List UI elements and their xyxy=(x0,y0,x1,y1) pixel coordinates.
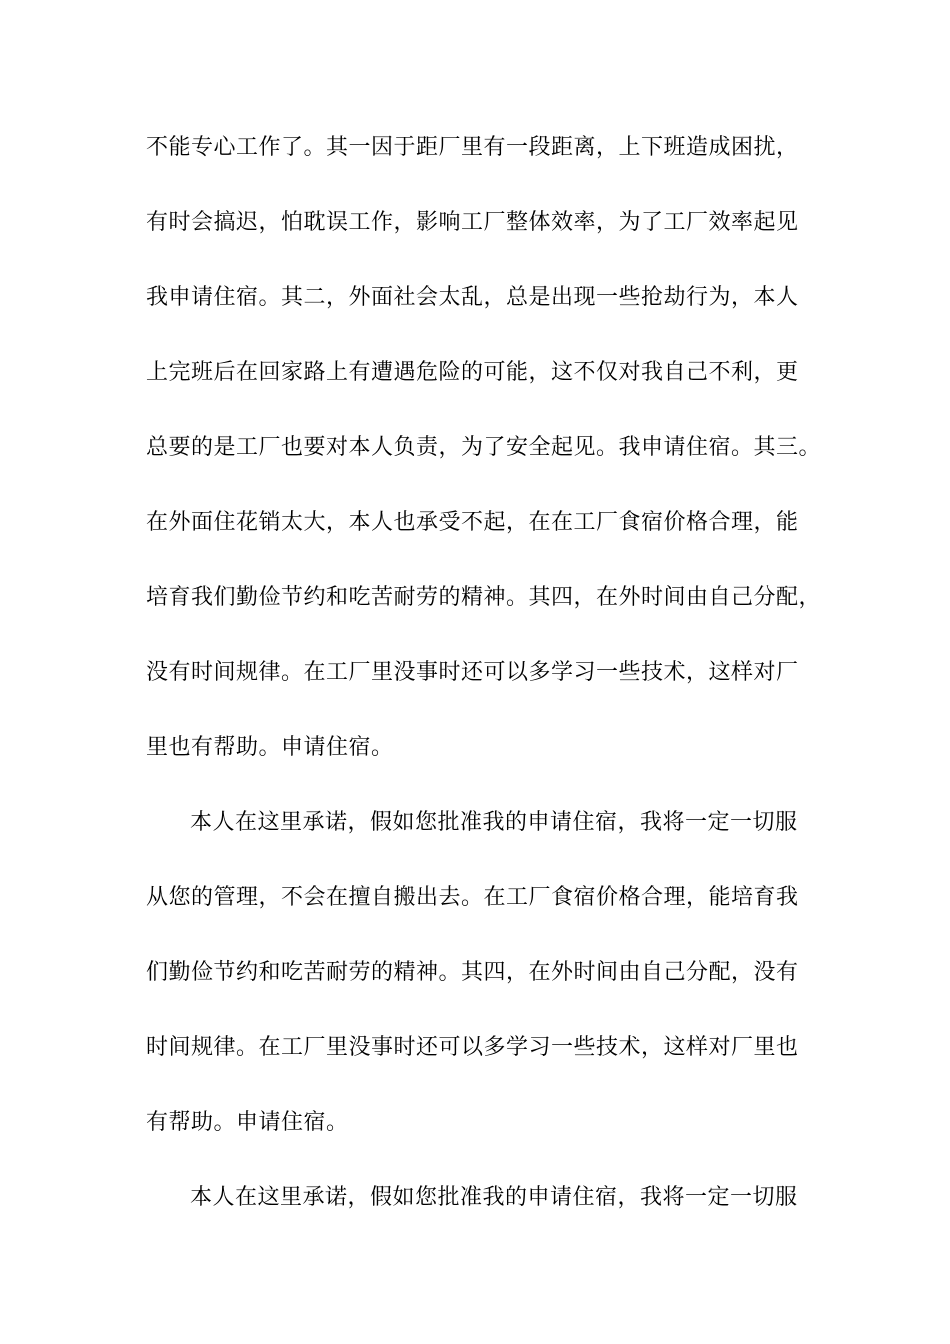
text-line: 没有时间规律。在工厂里没事时还可以多学习一些技术，这样对厂 xyxy=(146,660,799,685)
text-line: 我申请住宿。其二，外面社会太乱，总是出现一些抢劫行为，本人 xyxy=(146,285,799,310)
text-line: 里也有帮助。申请住宿。 xyxy=(146,735,394,760)
text-line: 从您的管理，不会在擅自搬出去。在工厂食宿价格合理，能培育我 xyxy=(146,885,799,910)
paragraph-start-line: 本人在这里承诺，假如您批准我的申请住宿，我将一定一切服 xyxy=(190,1185,798,1210)
text-line: 不能专心工作了。其一因于距厂里有一段距离，上下班造成困扰， xyxy=(146,135,799,160)
text-line: 在外面住花销太大，本人也承受不起，在在工厂食宿价格合理，能 xyxy=(146,510,799,535)
body-text xyxy=(146,128,826,1253)
text-line: 上完班后在回家路上有遭遇危险的可能，这不仅对我自己不利，更 xyxy=(146,360,799,385)
text-line: 培育我们勤俭节约和吃苦耐劳的精神。其四，在外时间由自己分配， xyxy=(146,585,822,610)
text-line: 时间规律。在工厂里没事时还可以多学习一些技术，这样对厂里也 xyxy=(146,1035,799,1060)
paragraph-start-line: 本人在这里承诺，假如您批准我的申请住宿，我将一定一切服 xyxy=(190,810,798,835)
text-line: 们勤俭节约和吃苦耐劳的精神。其四，在外时间由自己分配，没有 xyxy=(146,960,799,985)
text-line: 有帮助。申请住宿。 xyxy=(146,1110,349,1135)
text-line: 有时会搞迟，怕耽误工作，影响工厂整体效率，为了工厂效率起见 xyxy=(146,210,799,235)
text-line: 总要的是工厂也要对本人负责，为了安全起见。我申请住宿。其三。 xyxy=(146,435,822,460)
